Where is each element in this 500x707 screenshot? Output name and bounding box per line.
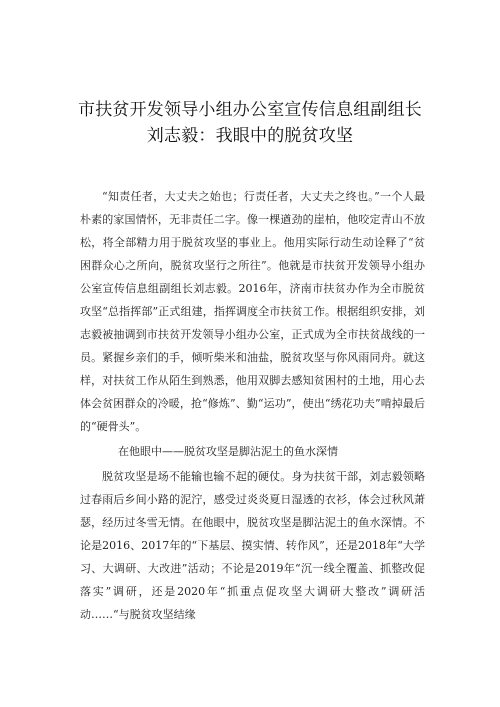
body-paragraph-2: 脱贫攻坚是场不能输也输不起的硬仗。身为扶贫干部，刘志毅领略过春雨后乡间小路的泥泞，感受过炎炎夏日湿透的衣衫，体会过秋风萧瑟，经历过冬雪无情。在他眼中，脱贫攻坚是脚沾泥土的鱼水深情。不论是2016、2017年的“下基层、摸实情、转作风”，还是2018年“大学习、大调研、大改进”活动；不论是2019年“沉一线全覆盖、抓整改促落实”调研，还是2020年“抓重点促攻坚大调研大整改”调研活动……“与脱贫攻坚结缘 bbox=[80, 470, 425, 621]
document-title-line-1: 市扶贫开发领导小组办公室宣传信息组副组长 bbox=[78, 100, 422, 120]
body-paragraph-1: “知责任者，大丈夫之始也；行责任者，大丈夫之终也。”一个人最朴素的家国情怀，无非责任二字。像一棵遒劲的崖柏，他咬定青山不放松，将全部精力用于脱贫攻坚的事业上。他用实际行动生动诠释了“贫困群众心之所向，脱贫攻坚行之所往”。他就是市扶贫开发领导小组办公室宣传信息组副组长刘志毅。2016年，济南市扶贫办作为全市脱贫攻坚“总指挥部”正式组建，指挥调度全市扶贫工作。根据组织安排，刘志毅被抽调到市扶贫开发领导小组办公室，正式成为全市扶贫战线的一员。紧握乡亲们的手，倾听柴米和油盐，脱贫攻坚与你风雨同舟。就这样，对扶贫工作从陌生到熟悉，他用双脚去感知贫困村的土地，用心去体会贫困群众的冷暖，抢“修炼”、勤“运功”，使出“绣花功夫”啃掉最后的“硬骨头”。 bbox=[80, 190, 425, 433]
section-subheading: 在他眼中——脱贫攻坚是脚沾泥土的鱼水深情 bbox=[118, 445, 338, 458]
document-title-line-2: 刘志毅：我眼中的脱贫攻坚 bbox=[146, 126, 354, 146]
